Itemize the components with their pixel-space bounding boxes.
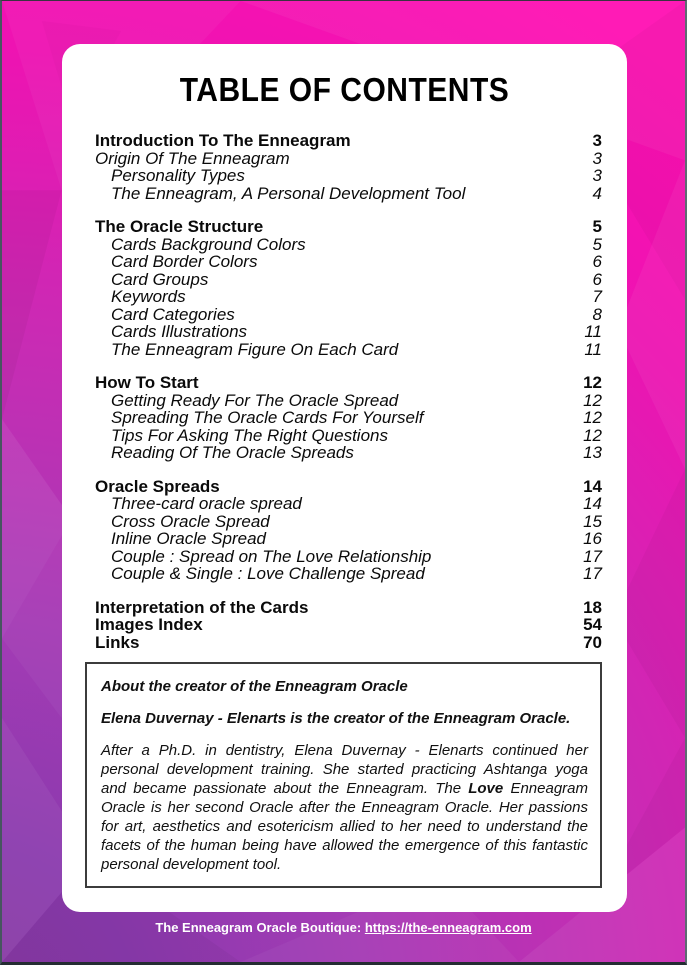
toc-entry-label: The Enneagram Figure On Each Card	[111, 339, 399, 359]
toc-entry-label: The Enneagram, A Personal Development Tool	[111, 183, 466, 203]
toc-entry	[95, 634, 602, 652]
toc-entry	[95, 132, 602, 150]
toc-entry-label: Reading Of The Oracle Spreads	[111, 443, 354, 462]
toc-entry-page: 17	[583, 564, 602, 583]
about-body-text: After a Ph.D. in dentistry, Elena Duvernay - Elenarts continued her personal development training. She started practicing Ashtanga yoga and became passionate about the Enneagram. The	[101, 742, 588, 797]
toc-entry	[95, 218, 602, 236]
toc-entry	[95, 236, 602, 254]
toc-entry	[95, 409, 602, 427]
about-heading: About the creator of the Enneagram Oracle	[101, 678, 408, 695]
about-body-text: Enneagram Oracle is her second Oracle after the Enneagram Oracle. Her passions for art, aesthetics and esotericism allied to her need to understand the facets of the human being have allowed the emergence of this fantastic personal development tool.	[101, 780, 588, 873]
toc-section-oracle-spreads	[95, 478, 602, 583]
toc-section-how-to-start	[95, 374, 602, 462]
toc-entry-page: 5	[592, 234, 602, 254]
footer-url-link[interactable]: https://the-enneagram.com	[364, 920, 532, 935]
toc-entry-page: 12	[583, 408, 602, 427]
toc-entry-page: 12	[583, 425, 602, 445]
page-title: TABLE OF CONTENTS	[179, 72, 510, 109]
toc-entry	[95, 374, 602, 392]
toc-entry	[95, 323, 602, 341]
toc-entry-label: Couple : Spread on The Love Relationship	[111, 546, 432, 566]
toc-entry-label: Inline Oracle Spread	[111, 529, 266, 548]
toc-entry-label: Card Groups	[111, 269, 209, 289]
toc-entry-label: Spreading The Oracle Cards For Yourself	[111, 408, 424, 427]
toc-section-introduction	[95, 132, 602, 202]
toc-entry-page: 3	[592, 166, 602, 185]
toc-entry	[95, 530, 602, 548]
toc-entry	[95, 599, 602, 617]
toc-entry-label: Personality Types	[111, 166, 245, 185]
toc-entry-label: Oracle Spreads	[95, 476, 220, 496]
toc-entry-page: 8	[592, 304, 602, 324]
toc-entry-label: Cards Illustrations	[111, 322, 248, 341]
toc-entry	[95, 548, 602, 566]
toc-entry-page: 4	[592, 183, 602, 203]
toc-entry-label: Getting Ready For The Oracle Spread	[111, 390, 399, 410]
toc-entry-label: Card Categories	[111, 304, 235, 324]
about-body-bold-word: Love	[468, 780, 504, 797]
about-creator-box	[85, 662, 602, 888]
toc-entry	[95, 150, 602, 168]
toc-entry-label: Origin Of The Enneagram	[95, 148, 290, 168]
toc-entry-page: 17	[583, 546, 602, 566]
toc-entry	[95, 288, 602, 306]
toc-entry-page: 7	[592, 287, 602, 306]
toc-entry-page: 11	[584, 322, 602, 341]
footer	[2, 920, 685, 935]
toc-entry	[95, 616, 602, 634]
toc-entry-label: Introduction To The Enneagram	[95, 131, 351, 150]
toc-entry	[95, 495, 602, 513]
toc-entry-label: Images Index	[95, 615, 203, 634]
toc-entry-label: Cross Oracle Spread	[111, 511, 270, 531]
toc-section-oracle-structure	[95, 218, 602, 358]
toc-entry-page: 5	[592, 217, 602, 236]
toc-entry	[95, 185, 602, 203]
toc-entry-page: 13	[583, 443, 602, 462]
content-card	[62, 44, 627, 912]
toc-entry-page: 6	[592, 252, 602, 271]
toc-entry-label: The Oracle Structure	[95, 217, 264, 236]
toc-entry-page: 70	[583, 632, 602, 652]
toc-entry	[95, 444, 602, 462]
toc-entry-label: Couple & Single : Love Challenge Spread	[111, 564, 425, 583]
toc-entry	[95, 271, 602, 289]
toc-entry	[95, 427, 602, 445]
toc-entry-label: Card Border Colors	[111, 252, 258, 271]
about-body-paragraph	[101, 741, 588, 874]
toc-entry	[95, 306, 602, 324]
toc-entry-page: 6	[592, 269, 602, 289]
toc-entry-label: Links	[95, 632, 140, 652]
toc-entry-page: 12	[583, 390, 602, 410]
toc-entry	[95, 565, 602, 583]
about-subheading: Elena Duvernay - Elenarts is the creator of the Enneagram Oracle.	[101, 710, 571, 727]
toc-entry	[95, 341, 602, 359]
toc-entry	[95, 392, 602, 410]
toc-entry-page: 18	[583, 597, 602, 617]
toc-entry-page: 14	[583, 494, 602, 513]
footer-label: The Enneagram Oracle Boutique:	[155, 920, 362, 935]
toc-entry-page: 12	[583, 373, 602, 392]
toc-entry-label: Interpretation of the Cards	[95, 597, 309, 617]
toc-entry	[95, 513, 602, 531]
toc-entry	[95, 478, 602, 496]
toc-entry	[95, 167, 602, 185]
toc-entry-page: 16	[583, 529, 602, 548]
toc-entry-page: 15	[583, 511, 602, 531]
toc-entry-page: 3	[592, 148, 602, 168]
toc-entry-label: Three-card oracle spread	[111, 494, 302, 513]
toc-entry-page: 3	[592, 131, 602, 150]
toc-entry-label: Tips For Asking The Right Questions	[111, 425, 388, 445]
toc-entry-page: 11	[584, 339, 602, 359]
toc-entry	[95, 253, 602, 271]
table-of-contents	[95, 132, 602, 651]
toc-entry-page: 54	[583, 615, 602, 634]
toc-section-tail	[95, 599, 602, 652]
toc-entry-label: How To Start	[95, 373, 199, 392]
toc-entry-page: 14	[583, 476, 602, 496]
toc-entry-label: Cards Background Colors	[111, 234, 306, 254]
toc-entry-label: Keywords	[111, 287, 186, 306]
